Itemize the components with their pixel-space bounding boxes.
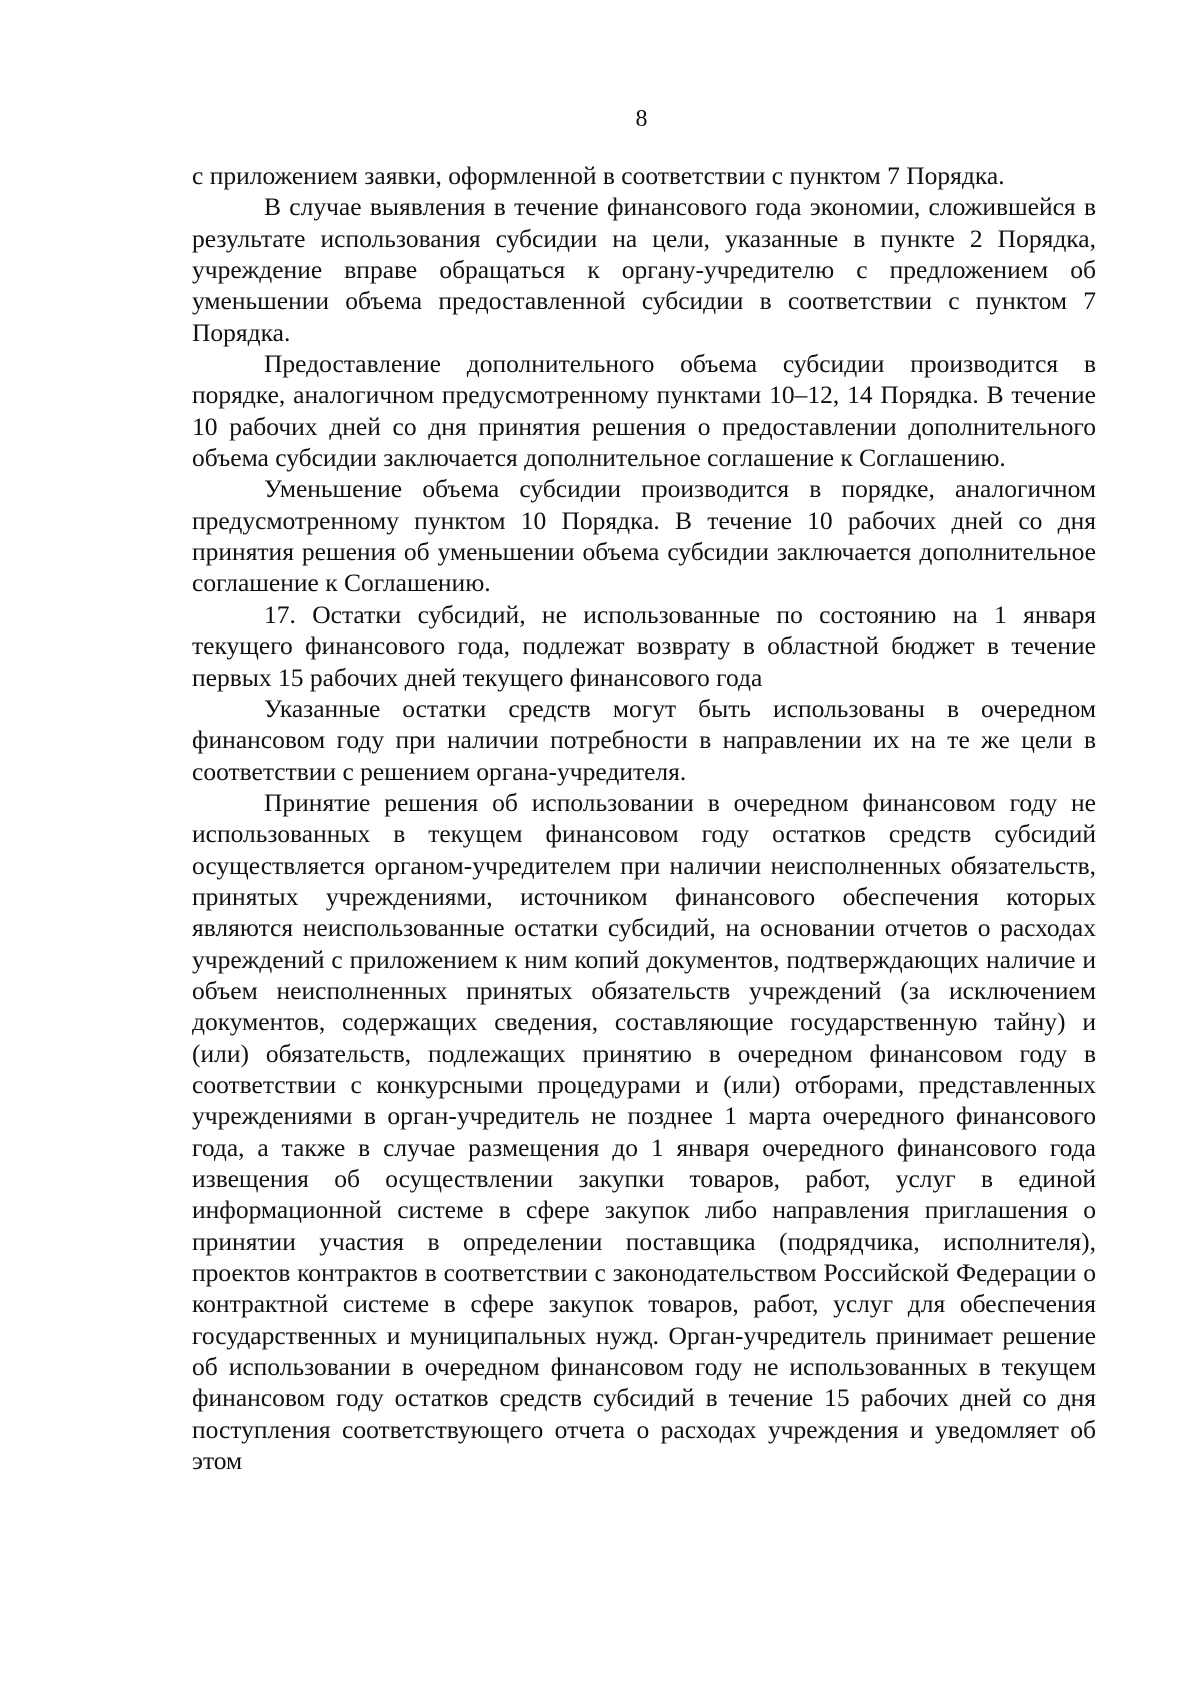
paragraph: Указанные остатки средств могут быть использованы в очередном финансовом году при наличии потребности в направлении их на те же цели в соответствии с решением органа-учредителя. [192,693,1096,786]
paragraph: Уменьшение объема субсидии производится в порядке, аналогичном предусмотренному пунктом 10 Порядка. В течение 10 рабочих дней со дня принятия решения об уменьшении объема субсидии заключается дополнительное соглашение к Соглашению. [192,474,1096,598]
page-number: 8 [635,106,648,132]
paragraph: 17. Остатки субсидий, не использованные по состоянию на 1 января текущего финансового года, подлежат возврату в областной бюджет в течение первых 15 рабочих дней текущего финансового года [192,599,1096,692]
paragraph: В случае выявления в течение финансового года экономии, сложившейся в результате использования субсидии на цели, указанные в пункте 2 Порядка, учреждение вправе обращаться к органу-учредителю с предложением об уменьшении объема предоставленной субсидии в соответствии с пунктом 7 Порядка. [192,192,1096,347]
paragraph: Предоставление дополнительного объема субсидии производится в порядке, аналогичном предусмотренному пунктами 10–12, 14 Порядка. В течение 10 рабочих дней со дня принятия решения о предоставлении дополнительного объема субсидии заключается дополнительное соглашение к Соглашению. [192,349,1096,473]
document-body [192,160,1096,1476]
paragraph: Принятие решения об использовании в очередном финансовом году не использованных в текущем финансовом году остатков средств субсидий осуществляется органом-учредителем при наличии неисполненных обязательств, принятых учреждениями, источником финансового обеспечения которых являются неиспользованные остатки субсидий, на основании отчетов о расходах учреждений с приложением к ним копий документов, подтверждающих наличие и объем неисполненных принятых обязательств учреждений (за исключением документов, содержащих сведения, составляющие государственную тайну) и (или) обязательств, подлежащих принятию в очередном финансовом году в соответствии с конкурсными процедурами и (или) отборами, представленных учреждениями в орган-учредитель не позднее 1 марта очередного финансового года, а также в случае размещения до 1 января очередного финансового года извещения об осуществлении закупки товаров, работ, услуг в единой информационной системе в сфере закупок либо направления приглашения о принятии участия в определении поставщика (подрядчика, исполнителя), проектов контрактов в соответствии с законодательством Российской Федерации о контрактной системе в сфере закупок товаров, работ, услуг для обеспечения государственных и муниципальных нужд. Орган-учредитель принимает решение об использовании в очередном финансовом году не использованных в текущем финансовом году остатков средств субсидий в течение 15 рабочих дней со дня поступления соответствующего отчета о расходах учреждения и уведомляет об этом [192,787,1096,1476]
paragraph: с приложением заявки, оформленной в соответствии с пунктом 7 Порядка. [192,161,1005,190]
